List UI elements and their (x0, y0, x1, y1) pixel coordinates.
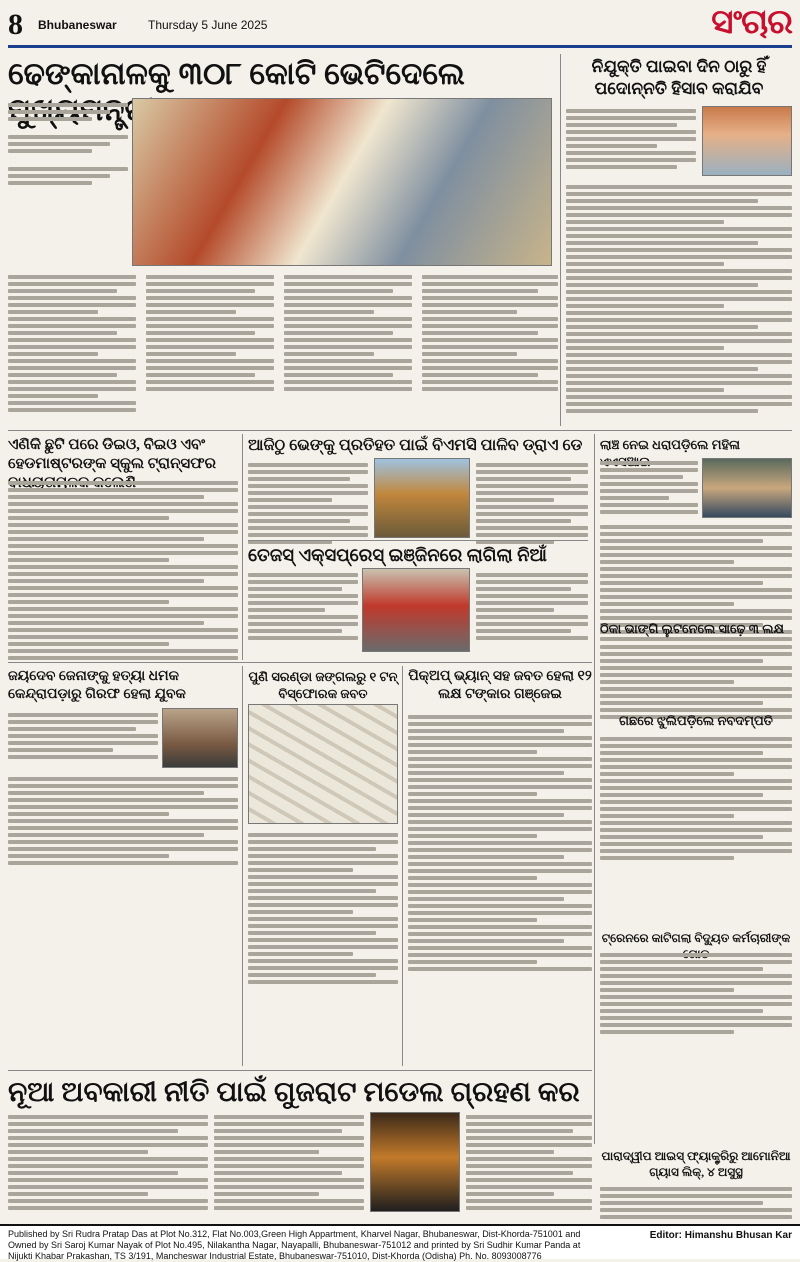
story-headline: ପାରାଦ୍ୱୀପ ଆଇସ୍ ଫ୍ୟାକ୍ଟ୍ରିରୁ ଆମୋନିଆ ଗ୍ୟାସ ଲିକ୍, ୪ ଅସୁସ୍ଥ (601, 1149, 791, 1179)
editor-credit: Editor: Himanshu Bhusan Kar (649, 1230, 792, 1241)
story-body (8, 478, 238, 663)
story-body (476, 460, 588, 547)
story-body (600, 950, 792, 1037)
story-photo (362, 568, 470, 652)
story-headline: ଆଜିଠୁ ଭେଙ୍କୁ ପ୍ରତିହତ ପାଇଁ ବିଏମସି ପାଳିବ ଡ୍ରାଏ ଡେ (248, 437, 583, 454)
story-photo (248, 704, 398, 824)
story-photo (370, 1112, 460, 1212)
dateline: Thursday 5 June 2025 (148, 18, 268, 32)
story-headline: ପୁଣି ସରଣ୍ଡା ଜଙ୍ଗଲରୁ ୧ ଟନ୍ ବିସ୍ଫୋରକ ଜବତ (248, 669, 398, 701)
masthead (8, 6, 792, 48)
story-headline: ଜୟଦେବ ଜେନାଙ୍କୁ ହତ୍ୟା ଧମକ କେନ୍ଦ୍ରାପଡ଼ାରୁ ଗିରଫ ହେଲା ଯୁବକ (8, 669, 186, 702)
imprint-text: Published by Sri Rudra Pratap Das at Plot No.312, Flat No.003,Green High Appartment, Kharvel Nagar, Bhubaneswar, Dist-Khorda-751001 and Owned by Sri Saroj Kumar Nayak of Plot No.495, Nilakantha Nagar, Nayapalli, Bhubaneswar-751012 and printed by Sri Sudhir Kumar Panda at Nijukti Khabar Prakashan, TS 3/191, Mancheswar Industrial Estate, Bhubaneswar-751010, Dist-Khorda (Odisha) Ph. No. 8093008776 (8, 1229, 581, 1261)
story-body (248, 460, 368, 547)
story-body (466, 1112, 592, 1213)
lead-body (8, 272, 558, 422)
story-body (248, 570, 358, 643)
story-body (600, 734, 792, 863)
page-number: 8 (8, 8, 23, 41)
story-body (8, 710, 158, 762)
side-photo (702, 106, 792, 176)
story-headline: ପିକ୍‌ଅପ୍ ଭ୍ୟାନ୍ ସହ ଜବତ ହେଲା ୧୨ ଲକ୍ଷ ଟଙ୍କାର ଗଞ୍ଜେଇ (408, 669, 592, 702)
story-photo (162, 708, 238, 768)
story-body (8, 774, 238, 868)
story-headline: ଠିକା ଭାଙ୍ଗି ଲୁଟନେଲେ ସାଢ଼େ ୩ ଲକ୍ଷ (600, 621, 785, 636)
lead-headline: ଢେଙ୍କାନାଳକୁ ୩୦୮ କୋଟି ଭେଟିଦେଲେ (8, 56, 465, 91)
story-headline: ଟ୍ରେନରେ କାଟିଗଲା ବିଦ୍ୟୁତ କର୍ମଚାରୀଙ୍କ (601, 931, 791, 945)
story-body (476, 570, 588, 643)
story-body (248, 830, 398, 987)
story-headline: ଗଛରେ ଝୁଲିପଡ଼ିଲେ ନବଦମ୍ପତି (619, 713, 773, 728)
story-body (408, 712, 592, 974)
story-body (600, 458, 698, 517)
story-headline: ନୂଆ ଅବକାରୀ ନୀତି ପାଇଁ ଗୁଜରାଟ ମଡେଲ ଗ୍ରହଣ କର (8, 1077, 580, 1108)
edition-name: Bhubaneswar (38, 18, 117, 32)
story-headline: ତେଜସ୍ ଏକ୍ସପ୍ରେସ୍ ଇଞ୍ଜିନରେ ଲାଗିଲା ନିଆଁ (248, 545, 547, 565)
lead-bullets (8, 100, 128, 188)
side-body (566, 106, 696, 172)
story-headline: ଏଣିକି ଛୁଟି ପରେ ଡିଇଓ, ବିଇଓ ଏବଂ ହେଡମାଷ୍ଟରଙ୍କ ସ୍କୁଲ ଟ୍ରାନ୍ସଫର (8, 437, 216, 472)
side-headline: ନିଯୁକ୍ତି ପାଇବା ଦିନ ଠାରୁ ହିଁ ପଦୋନ୍ନତି ହିସାବ କରାଯିବ (591, 57, 767, 98)
story-body (214, 1112, 364, 1213)
story-body (600, 642, 792, 722)
imprint-footer (0, 1224, 800, 1259)
story-body (600, 1184, 792, 1222)
story-headline: ଲାଞ୍ଚ ନେଇ ଧରାପଡ଼ିଲେ ମହିଳା (600, 437, 741, 452)
brand-logo: ସଂଚାର (711, 4, 792, 41)
lead-photo (132, 98, 552, 266)
side-body-2 (566, 182, 792, 416)
story-photo (374, 458, 470, 538)
story-photo (702, 458, 792, 518)
story-body (8, 1112, 208, 1213)
